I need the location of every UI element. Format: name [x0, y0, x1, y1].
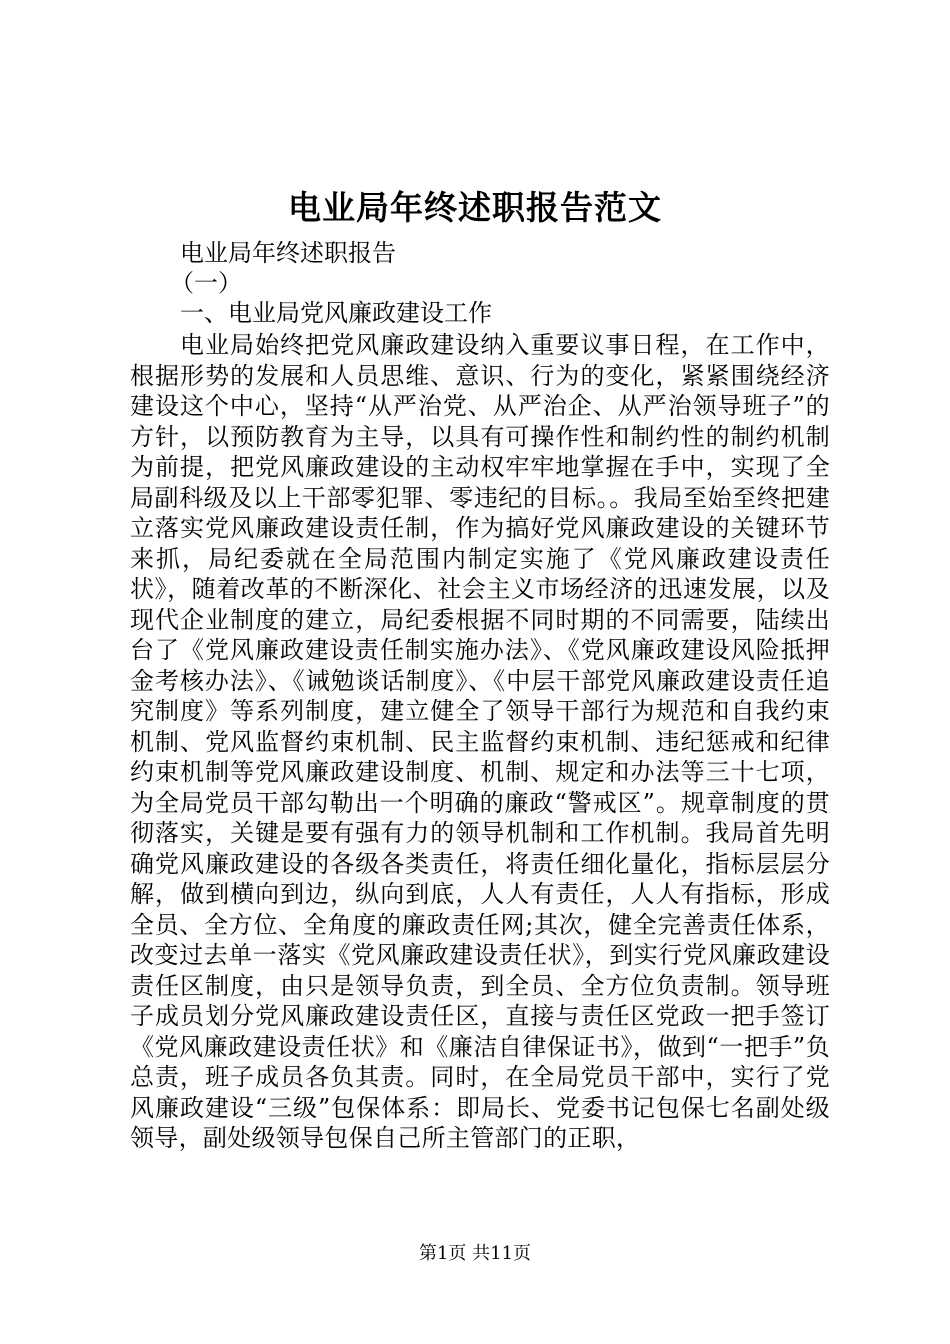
document-subtitle: 电业局年终述职报告: [180, 239, 396, 267]
section-heading: 一、电业局党风廉政建设工作: [180, 299, 492, 327]
part-label: （一）: [170, 269, 242, 297]
document-title: 电业局年终述职报告范文: [288, 188, 662, 227]
page-footer: 第1页 共11页: [418, 1243, 532, 1264]
body-paragraph: 电业局始终把党风廉政建设纳入重要议事日程，在工作中，根据形势的发展和人员思维、意识、行为的变化，紧紧围绕经济建设这个中心，坚持“从严治党、从严治企、从严治领导班子”的方针，以预防教育为主导，以具有可操作性和制约性的制约机制为前提，把党风廉政建设的主动权牢牢地掌握在手中，实现了全局副科级及以上干部零犯罪、零违纪的目标。。我局至始至终把建立落实党风廉政建设责任制，作为搞好党风廉政建设的关键环节来抓，局纪委就在全局范围内制定实施了《党风廉政建设责任状》，随着改革的不断深化、社会主义市场经济的迅速发展，以及现代企业制度的建立，局纪委根据不同时期的不同需要，陆续出台了《党风廉政建设责任制实施办法》、《党风廉政建设风险抵押金考核办法》、《诫勉谈话制度》、《中层干部党风廉政建设责任追究制度》等系列制度，建立健全了领导干部行为规范和自我约束机制、党风监督约束机制、民主监督约束机制、违纪惩戒和纪律约束机制等党风廉政建设制度、机制、规定和办法等三十七项，为全局党员干部勾勒出一个明确的廉政“警戒区”。规章制度的贯彻落实，关键是要有强有力的领导机制和工作机制。我局首先明确党风廉政建设的各级各类责任，将责任细化量化，指标层层分解，做到横向到边，纵向到底，人人有责任，人人有指标，形成全员、全方位、全角度的廉政责任网;其次，健全完善责任体系，改变过去单一落实《党风廉政建设责任状》，到实行党风廉政建设责任区制度，由只是领导负责，到全员、全方位负责制。领导班子成员划分党风廉政建设责任区，直接与责任区党政一把手签订《党风廉政建设责任状》和《廉洁自律保证书》，做到“一把手”负总责，班子成员各负其责。同时，在全局党员干部中，实行了党风廉政建设“三级”包保体系：即局长、党委书记包保七名副处级领导，副处级领导包保自己所主管部门的正职，: [130, 331, 830, 1152]
